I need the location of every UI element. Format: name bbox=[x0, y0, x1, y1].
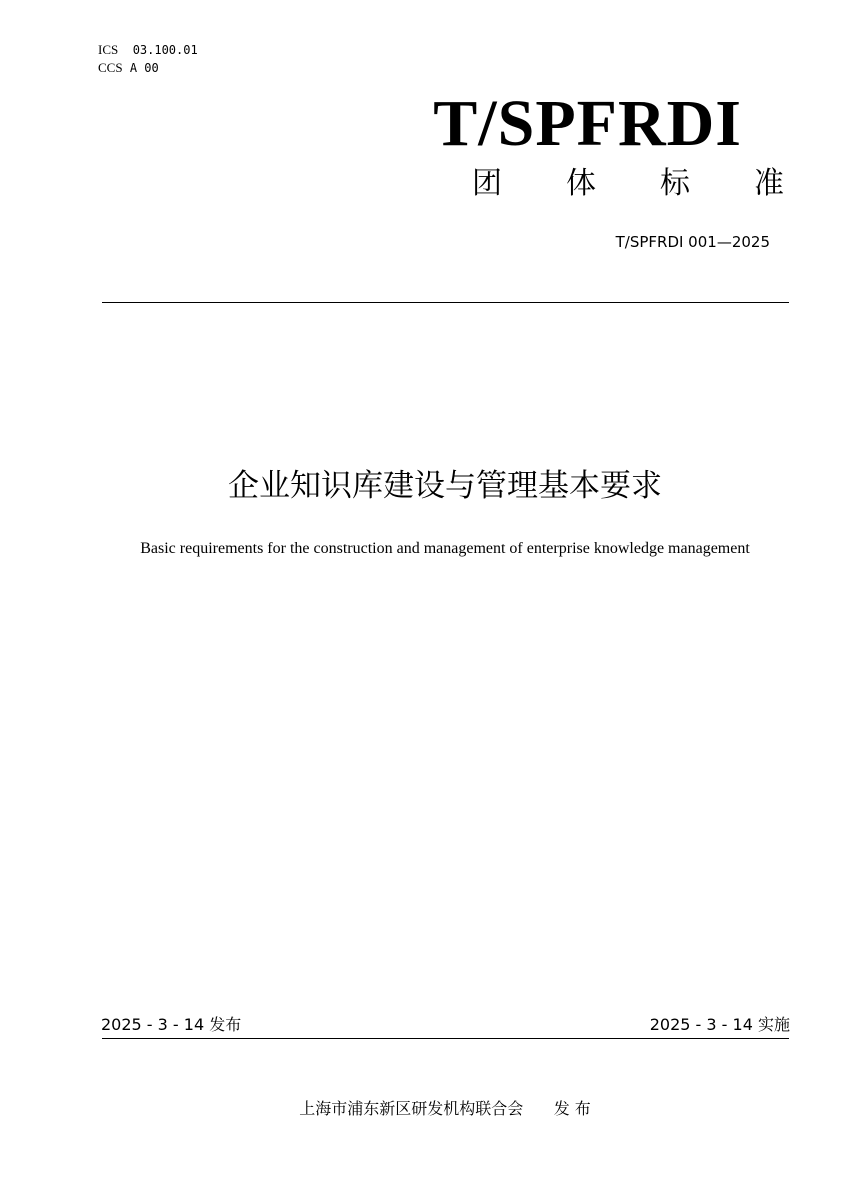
standard-type-char-4: 准 bbox=[754, 166, 784, 201]
issue-date: 2025 - 3 - 14 发布 bbox=[101, 1015, 242, 1034]
ics-code: 03.100.01 bbox=[132, 43, 198, 57]
ics-row bbox=[98, 41, 198, 59]
standard-mark: T/SPFRDI bbox=[433, 87, 742, 160]
document-title-english: Basic requirements for the construction and management of enterprise knowledge management bbox=[140, 540, 750, 557]
ccs-row bbox=[98, 59, 198, 77]
implementation-date: 2025 - 3 - 14 实施 bbox=[649, 1015, 790, 1034]
issuer-line bbox=[0, 1097, 850, 1121]
standard-number: T/SPFRDI 001—2025 bbox=[615, 233, 770, 251]
standard-type-char-2: 体 bbox=[566, 166, 596, 201]
standard-type bbox=[472, 164, 784, 204]
ccs-label: CCS bbox=[98, 60, 123, 75]
ccs-code: A 00 bbox=[129, 61, 159, 75]
standard-type-char-3: 标 bbox=[660, 166, 690, 201]
issuer-organization: 上海市浦东新区研发机构联合会 bbox=[299, 1099, 524, 1118]
ics-label: ICS bbox=[98, 42, 119, 57]
bottom-divider bbox=[102, 1038, 789, 1039]
issuer-action: 发 布 bbox=[553, 1099, 591, 1118]
classification-codes bbox=[98, 41, 198, 77]
standard-type-char-1: 团 bbox=[472, 166, 502, 201]
document-title-chinese: 企业知识库建设与管理基本要求 bbox=[228, 468, 662, 504]
top-divider bbox=[102, 302, 789, 303]
